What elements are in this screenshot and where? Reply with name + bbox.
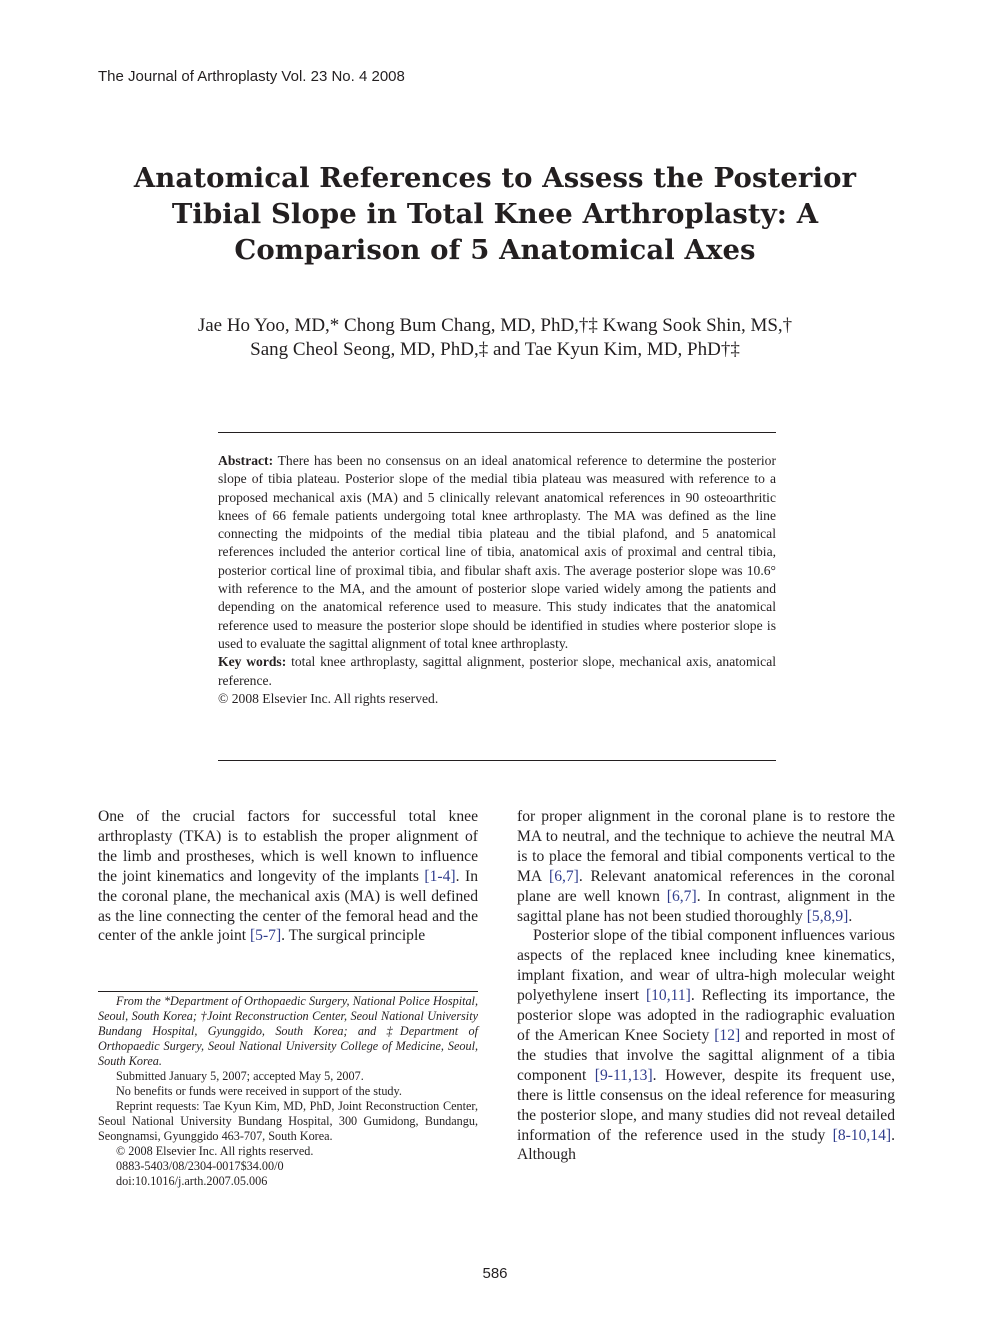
keywords-paragraph <box>218 653 776 690</box>
body-text: Posterior slope of the tibial component influences various aspects of the replaced knee including knee kinematics, implant fixation, and wear of ultra-high molecular weight polyethylene insert <box>517 927 895 1005</box>
body-paragraph <box>98 807 478 946</box>
abstract-text: There has been no consensus on an ideal anatomical reference to determine the posterior slope of tibia plateau. Posterior slope of the medial tibia plateau was measured with reference to a proposed mechanical axis (MA) and 5 clinically relevant anatomical references in 90 osteoarthritic knees of 66 female patients undergoing total knee arthroplasty. The MA was defined as the line connecting the midpoints of the medial tibia plateau and the tibial plafond, and 5 anatomical references included the anterior cortical line of tibia, anatomical axis of proximal and central tibia, posterior cortical line of proximal tibia, and fibular shaft axis. The average posterior slope was 10.6° with reference to the MA, and the amount of posterior slope varied widely among the patients and depending on the anatomical reference used to measure. This study indicates that the anatomical reference used to measure the posterior slope should be identified in studies where posterior slope is used to evaluate the sagittal alignment of total knee arthroplasty. <box>218 453 777 651</box>
abstract-bottom-rule <box>218 760 776 761</box>
body-text: . In contrast, alignment in the sagittal plane has not been studied thoroughly <box>517 887 895 925</box>
body-text: . However, despite its frequent use, there is little consensus on the ideal reference for measuring the posterior slope, and many studies did not reveal detailed information of the reference used in the study <box>517 1066 895 1144</box>
footnote-affiliation: From the *Department of Orthopaedic Surgery, National Police Hospital, Seoul, South Korea; †Joint Reconstruction Center, Seoul National University Bundang Hospital, Gyunggido, South Korea; and ‡Department of Orthopaedic Surgery, Seoul National University College of Medicine, Seoul, South Korea. <box>98 994 478 1068</box>
body-text: and reported in most of the studies that involve the sagittal alignment of a tibia component <box>517 1026 895 1084</box>
body-text: for proper alignment in the coronal plane is to restore the MA to neutral, and the technique to achieve the neutral MA is to place the femoral and tibial components vertical to the MA <box>517 808 895 885</box>
footnote-rule <box>98 991 478 992</box>
abstract-copyright: © 2008 Elsevier Inc. All rights reserved. <box>218 690 439 706</box>
running-head: The Journal of Arthroplasty Vol. 23 No. 4 2008 <box>98 68 405 85</box>
reference-link[interactable]: [5,8,9] <box>806 907 849 925</box>
reference-link[interactable]: [9-11,13] <box>594 1066 653 1084</box>
reference-link[interactable]: [5-7] <box>249 927 282 945</box>
authors-line-1: Jae Ho Yoo, MD,* Chong Bum Chang, MD, PhD,†‡ Kwang Sook Shin, MS,† <box>197 315 793 336</box>
body-text: . In the coronal plane, the mechanical axis (MA) is well defined as the line connecting the center of the femoral head and the center of the ankle joint <box>98 867 478 945</box>
body-column-right <box>517 807 895 1165</box>
abstract-top-rule <box>218 432 776 433</box>
authors-line-2: Sang Cheol Seong, MD, PhD,‡ and Tae Kyun Kim, MD, PhD†‡ <box>250 339 740 360</box>
body-text: . Relevant anatomical references in the coronal plane are well known <box>517 867 895 905</box>
reference-link[interactable]: [8-10,14] <box>832 1126 892 1144</box>
footnote-issn: 0883-5403/08/2304-0017$34.00/0 <box>116 1159 284 1173</box>
reference-link[interactable]: [12] <box>714 1026 741 1044</box>
footnotes <box>98 994 478 1189</box>
body-paragraph <box>517 807 895 926</box>
keywords-label: Key words: <box>218 654 287 670</box>
page-number: 586 <box>482 1265 508 1282</box>
abstract-label: Abstract: <box>218 453 274 468</box>
keywords-text: total knee arthroplasty, sagittal alignment, posterior slope, mechanical axis, anatomical reference. <box>218 654 777 688</box>
body-text: . <box>848 907 853 925</box>
abstract-block <box>218 452 776 708</box>
footnote-submitted: Submitted January 5, 2007; accepted May 5, 2007. <box>116 1069 364 1083</box>
footnote-copyright: © 2008 Elsevier Inc. All rights reserved. <box>116 1144 314 1158</box>
reference-link[interactable]: [6,7] <box>666 887 697 905</box>
body-text: . Reflecting its importance, the posterior slope was adopted in the radiographic evaluation of the American Knee Society <box>517 987 896 1044</box>
reference-link[interactable]: [10,11] <box>645 987 691 1005</box>
body-text: . Although <box>517 1126 895 1164</box>
reference-link[interactable]: [1-4] <box>424 867 456 885</box>
body-paragraph <box>517 926 895 1165</box>
body-text: . The surgical principle <box>281 927 426 945</box>
article-title: Anatomical References to Assess the Posterior Tibial Slope in Total Knee Arthroplasty: A Comparison of 5 Anatomical Axes <box>133 162 857 266</box>
body-column-left <box>98 807 478 946</box>
footnote-reprint: Reprint requests: Tae Kyun Kim, MD, PhD, Joint Reconstruction Center, Seoul National University Bundang Hospital, 300 Gumidong, Bundangu, Seongnamsi, Gyunggido 463-707, South Korea. <box>98 1099 478 1143</box>
reference-link[interactable]: [6,7] <box>549 867 579 885</box>
footnote-doi: doi:10.1016/j.arth.2007.05.006 <box>116 1174 268 1188</box>
author-list <box>100 314 890 362</box>
footnote-funding: No benefits or funds were received in support of the study. <box>116 1084 402 1098</box>
abstract-paragraph <box>218 452 776 653</box>
body-text: One of the crucial factors for successful total knee arthroplasty (TKA) is to establish the proper alignment of the limb and prostheses, which is well known to influence the joint kinematics and longevity of the implants <box>98 808 478 885</box>
